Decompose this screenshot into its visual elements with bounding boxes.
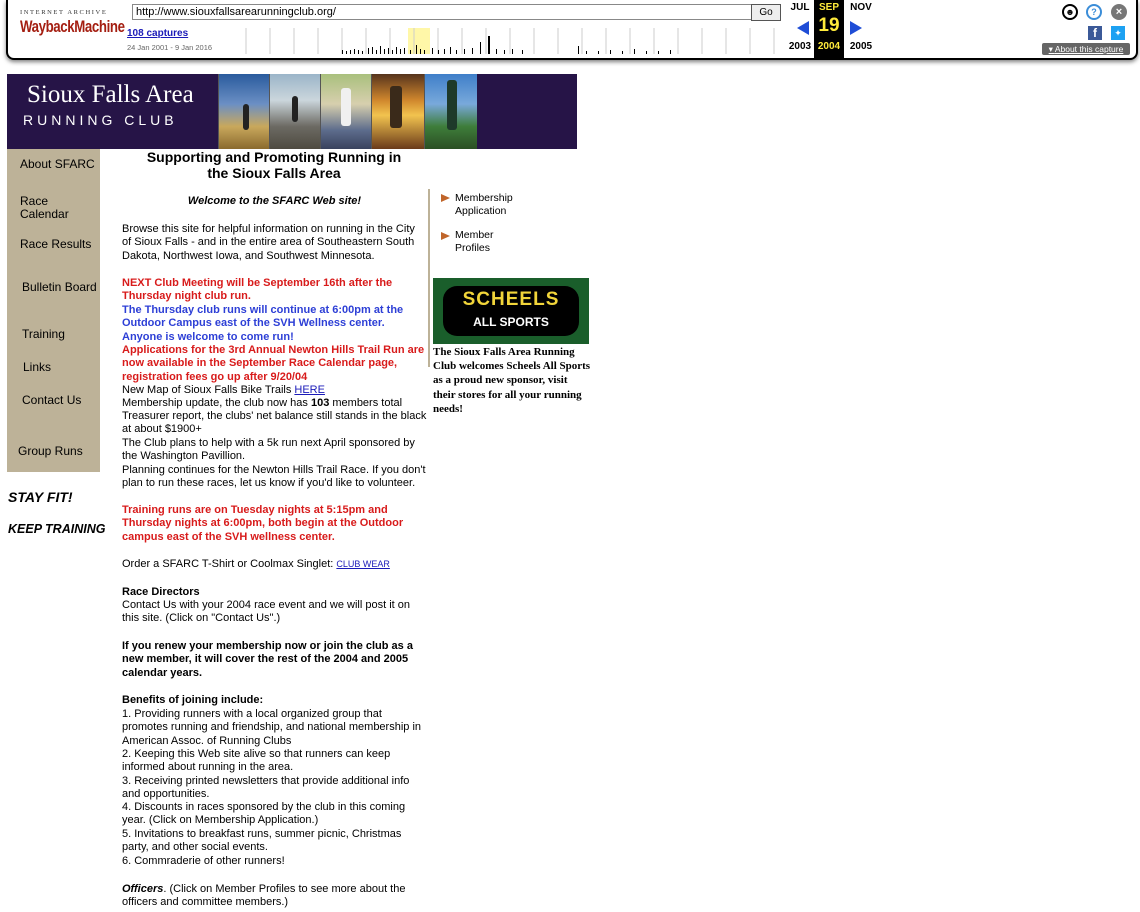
nav-links[interactable]: Links: [23, 360, 52, 374]
nav-race-calendar[interactable]: Race Calendar: [20, 194, 69, 221]
current-day-label: 19: [818, 15, 840, 36]
prev-year-label[interactable]: 2003: [788, 41, 812, 52]
benefit-6: 6. Commraderie of other runners!: [122, 855, 285, 867]
twitter-icon[interactable]: ✦: [1111, 26, 1125, 40]
nav-bulletin-board[interactable]: Bulletin Board: [22, 280, 97, 294]
officers-line: [122, 883, 427, 910]
column-divider: [428, 189, 430, 367]
benefit-4: 4. Discounts in races sponsored by the club in this coming year. (Click on Membership Application.): [122, 801, 406, 827]
about-capture-label: About this capture: [1054, 44, 1124, 54]
club-wear-link[interactable]: CLUB WEAR: [336, 559, 390, 569]
race-directors-text: Contact Us with your 2004 race event and we will post it on this site. (Click on "Contact Us".): [122, 599, 410, 625]
stay-fit-slogan: STAY FIT!: [8, 489, 73, 505]
membership-update: [122, 397, 427, 410]
runner-photo-4: [371, 74, 424, 149]
arrow-bullet-icon: [441, 194, 450, 202]
officers-text: . (Click on Member Profiles to see more about the officers and committee members.): [122, 883, 406, 909]
current-capture-column: [814, 0, 844, 58]
next-year-label[interactable]: 2005: [849, 41, 873, 52]
current-month-label: SEP: [818, 2, 839, 13]
wayback-logo-caption: INTERNET ARCHIVE: [20, 9, 108, 16]
capture-sparkline[interactable]: [226, 28, 786, 54]
race-directors-title: Race Directors: [122, 586, 200, 598]
url-input[interactable]: http://www.siouxfallsarearunningclub.org/: [132, 4, 752, 20]
scheels-logo-subtext: ALL SPORTS: [473, 315, 549, 329]
capture-date-range: 24 Jan 2001 - 9 Jan 2016: [127, 43, 213, 52]
keep-training-slogan: KEEP TRAINING: [8, 522, 106, 536]
news-thursday-runs: The Thursday club runs will continue at 6:00pm at the Outdoor Campus east of the SVH Wellness center. Anyone is welcome to come run!: [122, 304, 404, 343]
nav-about-sfarc[interactable]: About SFARC: [20, 157, 95, 171]
membership-application-link[interactable]: Membership Application: [455, 192, 513, 217]
wayback-toolbar: [6, 0, 1138, 60]
bike-map-link[interactable]: HERE: [294, 384, 325, 396]
scheels-sponsor-logo[interactable]: [433, 278, 589, 344]
benefits-title: Benefits of joining include:: [122, 694, 264, 706]
membership-update-pre: Membership update, the club now has: [122, 397, 311, 409]
news-meeting: NEXT Club Meeting will be September 16th after the Thursday night club run.: [122, 277, 393, 303]
about-capture-button[interactable]: ▾ About this capture: [1042, 43, 1130, 55]
prev-month-label[interactable]: JUL: [790, 2, 810, 13]
close-icon[interactable]: ×: [1111, 4, 1127, 20]
benefit-5: 5. Invitations to breakfast runs, summer picnic, Christmas party, and other social events.: [122, 828, 402, 854]
site-banner: [7, 74, 577, 149]
left-navigation: [7, 149, 100, 472]
renew-membership-text: If you renew your membership now or join the club as a new member, it will cover the rest of the 2004 and 2005 calendar years.: [122, 640, 413, 679]
user-icon[interactable]: ☻: [1062, 4, 1078, 20]
runner-photo-1: [218, 74, 269, 149]
runner-photo-3: [320, 74, 371, 149]
nav-group-runs[interactable]: Group Runs: [18, 444, 83, 458]
next-month-label[interactable]: NOV: [850, 2, 872, 13]
nav-race-results[interactable]: Race Results: [20, 237, 92, 251]
help-icon[interactable]: ?: [1086, 4, 1102, 20]
scheels-logo-text: SCHEELS: [462, 289, 560, 310]
bike-map-text: New Map of Sioux Falls Bike Trails: [122, 384, 295, 396]
treasurer-report: Treasurer report, the clubs' net balance still stands in the black at about $1900+: [122, 410, 427, 436]
arrow-bullet-icon: [441, 232, 450, 240]
bike-map-line: [122, 384, 427, 397]
page-heading: Supporting and Promoting Running in the Sioux Falls Area: [146, 149, 402, 181]
nav-contact-us[interactable]: Contact Us: [22, 393, 82, 407]
fivek-news: The Club plans to help with a 5k run next April sponsored by the Washington Pavillion.: [122, 437, 415, 463]
current-year-label: 2004: [817, 41, 841, 52]
facebook-icon[interactable]: f: [1088, 26, 1102, 40]
runner-photo-5: [424, 74, 477, 149]
benefit-1: 1. Providing runners with a local organized group that promotes running and friendship, and national membership in American Assoc. of Running Clubs: [122, 708, 422, 747]
welcome-text: Welcome to the SFARC Web site!: [187, 195, 362, 207]
nav-training[interactable]: Training: [22, 327, 65, 341]
membership-update-post: members total: [329, 397, 403, 409]
benefit-2: 2. Keeping this Web site alive so that runners can keep informed about running in the area.: [122, 748, 391, 774]
go-button[interactable]: Go: [751, 4, 781, 21]
sponsor-text: The Sioux Falls Area Running Club welcomes Scheels All Sports as a proud new sponsor, visit their stores for all your running needs!: [433, 346, 591, 415]
planning-news: Planning continues for the Newton Hills Trail Race. If you don't plan to run these races, let us know if you'd like to volunteer.: [122, 464, 426, 490]
scheels-logo-badge: [443, 286, 579, 336]
captures-link[interactable]: 108 captures: [127, 28, 189, 39]
wayback-logo[interactable]: WaybackMachine: [20, 17, 125, 36]
intro-text: Browse this site for helpful information on running in the City of Sioux Falls - and in the entire area of Southeastern South Dakota, Northwest Iowa, and Southwest Minnesota.: [122, 223, 415, 262]
banner-subtitle: RUNNING CLUB: [23, 112, 178, 128]
training-runs-news: Training runs are on Tuesday nights at 5:15pm and Thursday nights at 6:00pm, both begin at the Outdoor campus east of the SVH wellness center.: [122, 504, 404, 543]
next-capture-arrow-icon[interactable]: [850, 21, 862, 35]
news-newton-hills: Applications for the 3rd Annual Newton Hills Trail Run are now available in the September Race Calendar page, registration fees go up after 9/20/04: [122, 344, 425, 383]
benefit-3: 3. Receiving printed newsletters that provide additional info and opportunities.: [122, 775, 410, 801]
membership-count: 103: [310, 397, 330, 409]
prev-capture-arrow-icon[interactable]: [797, 21, 809, 35]
order-text: Order a SFARC T-Shirt or Coolmax Singlet:: [122, 558, 337, 570]
officers-title[interactable]: Officers: [122, 883, 164, 895]
banner-title: Sioux Falls Area: [27, 81, 194, 108]
member-profiles-link[interactable]: Member Profiles: [455, 229, 494, 254]
runner-photo-2: [269, 74, 320, 149]
club-wear-line: [122, 558, 427, 571]
